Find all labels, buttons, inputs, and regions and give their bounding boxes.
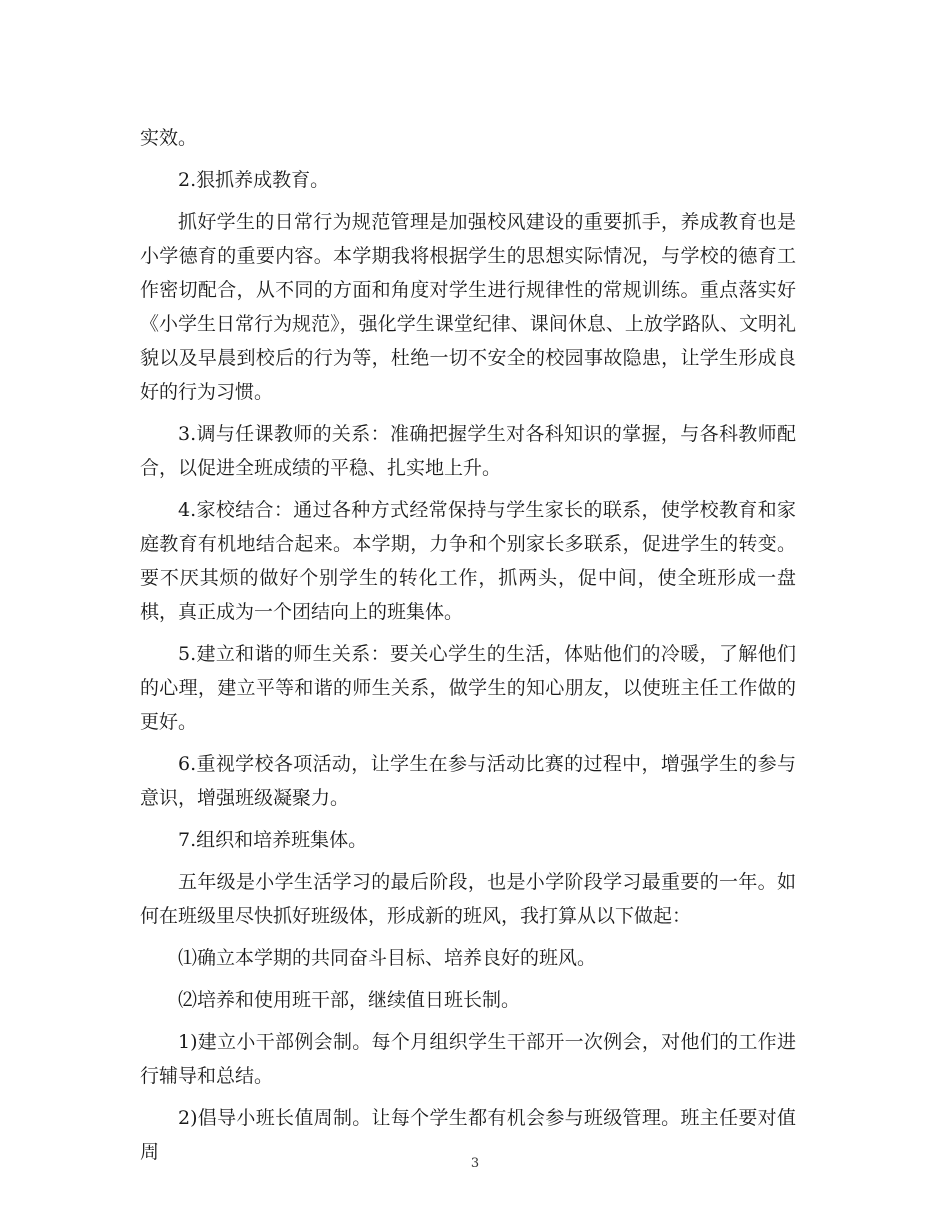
paragraph-sub-2-2: 2)倡导小班长值周制。让每个学生都有机会参与班级管理。班主任要对值周 — [140, 1107, 796, 1163]
paragraph-habit-education: 抓好学生的日常行为规范管理是加强校风建设的重要抓手，养成教育也是小学德育的重要内容。本学期我将根据学生的思想实际情况，与学校的德育工作密切配合，从不同的方面和角度对学生进行规律性的常规训练。重点落实好《小学生日常行为规范》，强化学生课堂纪律、课间休息、上放学路队、文明礼貌以及早晨到校后的行为等，杜绝一切不安全的校园事故隐患，让学生形成良好的行为习惯。 — [140, 211, 796, 403]
paragraph-sub-1: ⑴确立本学期的共同奋斗目标、培养良好的班风。 — [178, 947, 597, 969]
paragraph-grade-five: 五年级是小学生活学习的最后阶段，也是小学阶段学习最重要的一年。如何在班级里尽快抓好班级体，形成新的班风，我打算从以下做起： — [140, 871, 796, 927]
paragraph-item-6: 6.重视学校各项活动，让学生在参与活动比赛的过程中，增强学生的参与意识，增强班级凝聚力。 — [140, 753, 796, 809]
paragraph-heading-2: 2.狠抓养成教育。 — [178, 169, 330, 191]
paragraph-item-7: 7.组织和培养班集体。 — [178, 829, 368, 851]
paragraph-item-3: 3.调与任课教师的关系：准确把握学生对各科知识的掌握，与各科教师配合，以促进全班成绩的平稳、扎实地上升。 — [140, 423, 796, 479]
paragraph-item-5: 5.建立和谐的师生关系：要关心学生的生活，体贴他们的冷暖，了解他们的心理，建立平等和谐的师生关系，做学生的知心朋友，以使班主任工作做的更好。 — [140, 643, 796, 733]
paragraph-sub-2: ⑵培养和使用班干部，继续值日班长制。 — [178, 989, 521, 1011]
paragraph-sub-2-1: 1)建立小干部例会制。每个月组织学生干部开一次例会，对他们的工作进行辅导和总结。 — [140, 1031, 796, 1087]
page-number: 3 — [470, 1156, 480, 1171]
paragraph-item-4: 4.家校结合：通过各种方式经常保持与学生家长的联系，使学校教育和家庭教育有机地结合起来。本学期，力争和个别家长多联系，促进学生的转变。要不厌其烦的做好个别学生的转化工作，抓两头，促中间，使全班形成一盘棋，真正成为一个团结向上的班集体。 — [140, 499, 796, 623]
paragraph-continuation: 实效。 — [140, 127, 198, 149]
document-body — [140, 121, 796, 1169]
